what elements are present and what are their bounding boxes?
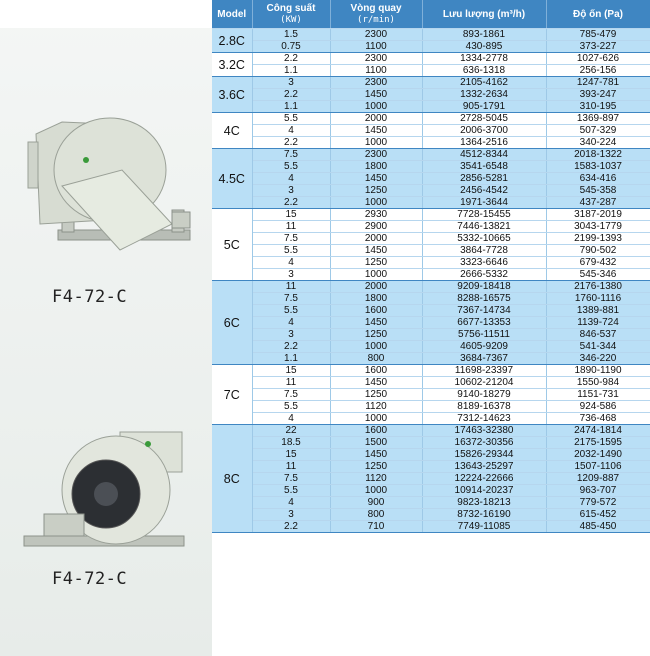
flow-cell: 1971-3644 bbox=[422, 197, 546, 209]
speed-cell: 1120 bbox=[330, 473, 422, 485]
speed-cell: 1600 bbox=[330, 305, 422, 317]
power-cell: 2.2 bbox=[252, 137, 330, 149]
flow-cell: 4605-9209 bbox=[422, 341, 546, 353]
flow-cell: 15826-29344 bbox=[422, 449, 546, 461]
flow-cell: 11698-23397 bbox=[422, 365, 546, 377]
speed-cell: 1450 bbox=[330, 125, 422, 137]
speed-cell: 1000 bbox=[330, 137, 422, 149]
speed-cell: 1250 bbox=[330, 461, 422, 473]
flow-cell: 2456-4542 bbox=[422, 185, 546, 197]
pressure-cell: 437-287 bbox=[546, 197, 650, 209]
flow-cell: 4512-8344 bbox=[422, 149, 546, 161]
pressure-cell: 1151-731 bbox=[546, 389, 650, 401]
pressure-cell: 1890-1190 bbox=[546, 365, 650, 377]
flow-cell: 9209-18418 bbox=[422, 281, 546, 293]
header-flow: Lưu lượng (m³/h) bbox=[422, 0, 546, 29]
flow-cell: 1364-2516 bbox=[422, 137, 546, 149]
model-cell: 3.2C bbox=[212, 53, 252, 77]
pressure-cell: 1550-984 bbox=[546, 377, 650, 389]
power-cell: 5.5 bbox=[252, 485, 330, 497]
flow-cell: 8189-16378 bbox=[422, 401, 546, 413]
pressure-cell: 846-537 bbox=[546, 329, 650, 341]
speed-cell: 1250 bbox=[330, 257, 422, 269]
pressure-cell: 634-416 bbox=[546, 173, 650, 185]
power-cell: 2.2 bbox=[252, 341, 330, 353]
power-cell: 7.5 bbox=[252, 293, 330, 305]
power-cell: 22 bbox=[252, 425, 330, 437]
flow-cell: 7312-14623 bbox=[422, 413, 546, 425]
pressure-cell: 679-432 bbox=[546, 257, 650, 269]
speed-cell: 1450 bbox=[330, 173, 422, 185]
header-power-label: Công suất bbox=[266, 2, 316, 14]
flow-cell: 2728-5045 bbox=[422, 113, 546, 125]
pressure-cell: 507-329 bbox=[546, 125, 650, 137]
speed-cell: 2300 bbox=[330, 149, 422, 161]
power-cell: 18.5 bbox=[252, 437, 330, 449]
speed-cell: 2900 bbox=[330, 221, 422, 233]
power-cell: 1.1 bbox=[252, 353, 330, 365]
pressure-cell: 256-156 bbox=[546, 65, 650, 77]
flow-cell: 7728-15455 bbox=[422, 209, 546, 221]
power-cell: 1.5 bbox=[252, 29, 330, 41]
speed-cell: 1250 bbox=[330, 185, 422, 197]
table-header-row bbox=[212, 0, 650, 29]
speed-cell: 1800 bbox=[330, 161, 422, 173]
power-cell: 3 bbox=[252, 509, 330, 521]
flow-cell: 3864-7728 bbox=[422, 245, 546, 257]
power-cell: 5.5 bbox=[252, 401, 330, 413]
speed-cell: 1000 bbox=[330, 413, 422, 425]
speed-cell: 710 bbox=[330, 521, 422, 533]
flow-cell: 2006-3700 bbox=[422, 125, 546, 137]
pressure-cell: 545-346 bbox=[546, 269, 650, 281]
pressure-cell: 785-479 bbox=[546, 29, 650, 41]
flow-cell: 636-1318 bbox=[422, 65, 546, 77]
pressure-cell: 373-227 bbox=[546, 41, 650, 53]
model-cell: 7C bbox=[212, 365, 252, 425]
pressure-cell: 310-195 bbox=[546, 101, 650, 113]
pressure-cell: 1389-881 bbox=[546, 305, 650, 317]
flow-cell: 10914-20237 bbox=[422, 485, 546, 497]
flow-cell: 1334-2778 bbox=[422, 53, 546, 65]
pressure-cell: 541-344 bbox=[546, 341, 650, 353]
power-cell: 15 bbox=[252, 209, 330, 221]
header-model: Model bbox=[212, 0, 252, 29]
speed-cell: 1500 bbox=[330, 437, 422, 449]
pressure-cell: 1139-724 bbox=[546, 317, 650, 329]
power-cell: 5.5 bbox=[252, 245, 330, 257]
power-cell: 5.5 bbox=[252, 161, 330, 173]
speed-cell: 900 bbox=[330, 497, 422, 509]
power-cell: 15 bbox=[252, 365, 330, 377]
pressure-cell: 393-247 bbox=[546, 89, 650, 101]
pressure-cell: 1369-897 bbox=[546, 113, 650, 125]
power-cell: 2.2 bbox=[252, 53, 330, 65]
panel-top-band bbox=[0, 0, 212, 28]
flow-cell: 16372-30356 bbox=[422, 437, 546, 449]
flow-cell: 6677-13353 bbox=[422, 317, 546, 329]
power-cell: 4 bbox=[252, 497, 330, 509]
speed-cell: 1600 bbox=[330, 425, 422, 437]
speed-cell: 1450 bbox=[330, 449, 422, 461]
pressure-cell: 1760-1116 bbox=[546, 293, 650, 305]
power-cell: 2.2 bbox=[252, 197, 330, 209]
header-speed-unit: (r/min) bbox=[357, 14, 395, 25]
fan-direct-drive-image bbox=[20, 424, 192, 564]
flow-cell: 8288-16575 bbox=[422, 293, 546, 305]
power-cell: 3 bbox=[252, 269, 330, 281]
fan-belt-drive-image bbox=[22, 112, 194, 272]
pressure-cell: 1209-887 bbox=[546, 473, 650, 485]
flow-cell: 9823-18213 bbox=[422, 497, 546, 509]
power-cell: 4 bbox=[252, 317, 330, 329]
flow-cell: 7446-13821 bbox=[422, 221, 546, 233]
power-cell: 1.1 bbox=[252, 101, 330, 113]
speed-cell: 1450 bbox=[330, 317, 422, 329]
flow-cell: 5332-10665 bbox=[422, 233, 546, 245]
fan-direct-drive-caption: F4-72-C bbox=[52, 569, 128, 589]
flow-cell: 12224-22666 bbox=[422, 473, 546, 485]
product-image-panel bbox=[0, 0, 212, 656]
flow-cell: 3541-6548 bbox=[422, 161, 546, 173]
power-cell: 4 bbox=[252, 257, 330, 269]
fan-belt-drive-caption: F4-72-C bbox=[52, 287, 128, 307]
pressure-cell: 2176-1380 bbox=[546, 281, 650, 293]
header-speed-label: Vòng quay bbox=[350, 2, 402, 14]
header-speed bbox=[330, 0, 422, 29]
flow-cell: 5756-11511 bbox=[422, 329, 546, 341]
speed-cell: 2000 bbox=[330, 233, 422, 245]
pressure-cell: 2032-1490 bbox=[546, 449, 650, 461]
pressure-cell: 1507-1106 bbox=[546, 461, 650, 473]
flow-cell: 2856-5281 bbox=[422, 173, 546, 185]
speed-cell: 2000 bbox=[330, 281, 422, 293]
fan-spec-table bbox=[212, 0, 650, 533]
pressure-cell: 924-586 bbox=[546, 401, 650, 413]
pressure-cell: 2175-1595 bbox=[546, 437, 650, 449]
power-cell: 4 bbox=[252, 125, 330, 137]
speed-cell: 1120 bbox=[330, 401, 422, 413]
speed-cell: 800 bbox=[330, 353, 422, 365]
speed-cell: 2930 bbox=[330, 209, 422, 221]
speed-cell: 1100 bbox=[330, 65, 422, 77]
pressure-cell: 545-358 bbox=[546, 185, 650, 197]
header-pressure: Độ ốn (Pa) bbox=[546, 0, 650, 29]
power-cell: 7.5 bbox=[252, 233, 330, 245]
speed-cell: 1250 bbox=[330, 329, 422, 341]
power-cell: 1.1 bbox=[252, 65, 330, 77]
speed-cell: 2300 bbox=[330, 77, 422, 89]
pressure-cell: 346-220 bbox=[546, 353, 650, 365]
speed-cell: 1000 bbox=[330, 197, 422, 209]
speed-cell: 1600 bbox=[330, 365, 422, 377]
model-cell: 4.5C bbox=[212, 149, 252, 209]
pressure-cell: 340-224 bbox=[546, 137, 650, 149]
model-cell: 2.8C bbox=[212, 29, 252, 53]
speed-cell: 1000 bbox=[330, 341, 422, 353]
header-power-unit: (KW) bbox=[280, 14, 302, 25]
pressure-cell: 1247-781 bbox=[546, 77, 650, 89]
power-cell: 4 bbox=[252, 413, 330, 425]
flow-cell: 13643-25297 bbox=[422, 461, 546, 473]
power-cell: 5.5 bbox=[252, 113, 330, 125]
model-cell: 6C bbox=[212, 281, 252, 365]
flow-cell: 9140-18279 bbox=[422, 389, 546, 401]
speed-cell: 2300 bbox=[330, 53, 422, 65]
flow-cell: 3323-6646 bbox=[422, 257, 546, 269]
speed-cell: 2300 bbox=[330, 29, 422, 41]
power-cell: 11 bbox=[252, 281, 330, 293]
model-cell: 8C bbox=[212, 425, 252, 533]
power-cell: 15 bbox=[252, 449, 330, 461]
speed-cell: 800 bbox=[330, 509, 422, 521]
speed-cell: 1450 bbox=[330, 377, 422, 389]
pressure-cell: 3043-1779 bbox=[546, 221, 650, 233]
speed-cell: 1100 bbox=[330, 41, 422, 53]
model-cell: 3.6C bbox=[212, 77, 252, 113]
pressure-cell: 1583-1037 bbox=[546, 161, 650, 173]
power-cell: 4 bbox=[252, 173, 330, 185]
speed-cell: 1450 bbox=[330, 89, 422, 101]
speed-cell: 1000 bbox=[330, 485, 422, 497]
power-cell: 5.5 bbox=[252, 305, 330, 317]
power-cell: 7.5 bbox=[252, 473, 330, 485]
power-cell: 3 bbox=[252, 329, 330, 341]
pressure-cell: 2474-1814 bbox=[546, 425, 650, 437]
power-cell: 0.75 bbox=[252, 41, 330, 53]
pressure-cell: 2199-1393 bbox=[546, 233, 650, 245]
speed-cell: 1250 bbox=[330, 389, 422, 401]
model-cell: 4C bbox=[212, 113, 252, 149]
power-cell: 11 bbox=[252, 221, 330, 233]
power-cell: 3 bbox=[252, 77, 330, 89]
flow-cell: 10602-21204 bbox=[422, 377, 546, 389]
flow-cell: 1332-2634 bbox=[422, 89, 546, 101]
power-cell: 11 bbox=[252, 377, 330, 389]
flow-cell: 2666-5332 bbox=[422, 269, 546, 281]
flow-cell: 8732-16190 bbox=[422, 509, 546, 521]
pressure-cell: 963-707 bbox=[546, 485, 650, 497]
power-cell: 7.5 bbox=[252, 149, 330, 161]
flow-cell: 430-895 bbox=[422, 41, 546, 53]
flow-cell: 905-1791 bbox=[422, 101, 546, 113]
flow-cell: 3684-7367 bbox=[422, 353, 546, 365]
pressure-cell: 790-502 bbox=[546, 245, 650, 257]
pressure-cell: 615-452 bbox=[546, 509, 650, 521]
header-power bbox=[252, 0, 330, 29]
power-cell: 2.2 bbox=[252, 89, 330, 101]
flow-cell: 2105-4162 bbox=[422, 77, 546, 89]
flow-cell: 7749-11085 bbox=[422, 521, 546, 533]
flow-cell: 7367-14734 bbox=[422, 305, 546, 317]
power-cell: 11 bbox=[252, 461, 330, 473]
power-cell: 2.2 bbox=[252, 521, 330, 533]
pressure-cell: 736-468 bbox=[546, 413, 650, 425]
model-cell: 5C bbox=[212, 209, 252, 281]
power-cell: 3 bbox=[252, 185, 330, 197]
pressure-cell: 2018-1322 bbox=[546, 149, 650, 161]
speed-cell: 2000 bbox=[330, 113, 422, 125]
pressure-cell: 3187-2019 bbox=[546, 209, 650, 221]
speed-cell: 1450 bbox=[330, 245, 422, 257]
pressure-cell: 485-450 bbox=[546, 521, 650, 533]
pressure-cell: 779-572 bbox=[546, 497, 650, 509]
speed-cell: 1800 bbox=[330, 293, 422, 305]
speed-cell: 1000 bbox=[330, 269, 422, 281]
power-cell: 7.5 bbox=[252, 389, 330, 401]
pressure-cell: 1027-626 bbox=[546, 53, 650, 65]
flow-cell: 17463-32380 bbox=[422, 425, 546, 437]
speed-cell: 1000 bbox=[330, 101, 422, 113]
flow-cell: 893-1861 bbox=[422, 29, 546, 41]
